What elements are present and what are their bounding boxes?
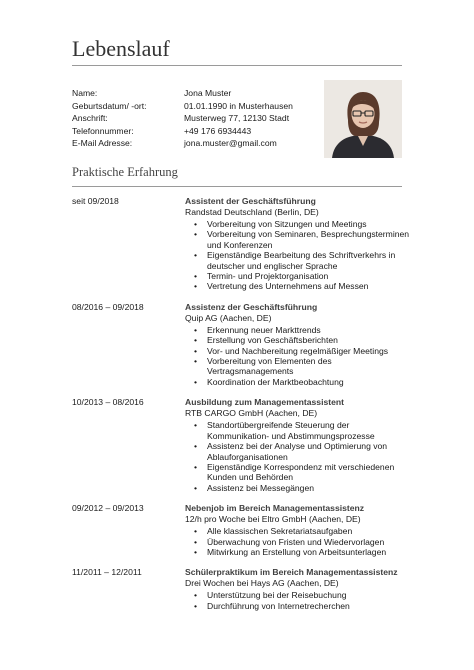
list-item: • Assistenz bei Messegängen <box>207 483 412 493</box>
personal-row-phone <box>72 125 293 138</box>
job-date: seit 09/2018 <box>72 196 119 206</box>
personal-value: Musterweg 77, 12130 Stadt <box>184 113 290 123</box>
list-item: • Überwachung von Fristen und Wiedervorlagen <box>207 537 412 547</box>
job-details <box>185 196 412 292</box>
job-company: Randstad Deutschland (Berlin, DE) <box>185 207 319 217</box>
job-details <box>185 302 412 387</box>
list-item: • Alle klassischen Sekretariatsaufgaben <box>207 526 412 536</box>
experience-list <box>72 196 412 621</box>
list-item: • Eigenständige Bearbeitung des Schriftverkehrs in deutscher und englischer Sprache <box>207 250 412 271</box>
list-item: • Vertretung des Unternehmens auf Messen <box>207 281 412 291</box>
list-item: • Vorbereitung von Sitzungen und Meetings <box>207 219 412 229</box>
job-title: Assistent der Geschäftsführung <box>185 196 316 206</box>
job-title: Assistenz der Geschäftsführung <box>185 301 318 312</box>
profile-photo-illustration <box>324 80 402 158</box>
job-title: Ausbildung zum Managementassistent <box>185 397 345 408</box>
list-item: • Termin- und Projektorganisation <box>207 271 412 281</box>
job-tasks <box>185 590 412 611</box>
list-item: • Vorbereitung von Seminaren, Besprechungsterminen und Konferenzen <box>207 229 412 250</box>
job-tasks <box>185 325 412 387</box>
list-item: • Vorbereitung von Elementen des Vertragsmanagements <box>207 356 412 377</box>
section-divider <box>72 186 402 187</box>
profile-photo <box>324 80 402 158</box>
personal-label: Geburtsdatum/ -ort: <box>72 100 147 111</box>
job-entry <box>72 567 412 611</box>
list-item: • Eigenständige Korrespondenz mit verschiedenen Kunden und Behörden <box>207 462 412 483</box>
personal-row-birth <box>72 100 293 113</box>
section-title-experience: Praktische Erfahrung <box>72 165 178 179</box>
job-tasks <box>185 219 412 292</box>
list-item: • Erkennung neuer Markttrends <box>207 325 412 335</box>
personal-details <box>72 87 293 150</box>
job-date: 11/2011 – 12/2011 <box>72 567 142 578</box>
personal-value: 01.01.1990 in Musterhausen <box>184 100 293 111</box>
personal-row-address <box>72 112 293 125</box>
list-item: • Standortübergreifende Steuerung der Kommunikation- und Abstimmungsprozesse <box>207 420 412 441</box>
list-item: • Durchführung von Internetrecherchen <box>207 601 412 611</box>
job-company: Drei Wochen bei Hays AG (Aachen, DE) <box>185 578 339 589</box>
personal-label: Name: <box>72 88 98 98</box>
job-tasks <box>185 420 412 493</box>
document-title: Lebenslauf <box>72 36 170 61</box>
job-details <box>185 567 412 611</box>
personal-value: jona.muster@gmail.com <box>184 138 277 148</box>
job-title: Nebenjob im Bereich Managementassistenz <box>185 503 365 514</box>
personal-value: +49 176 6934443 <box>184 125 252 136</box>
job-company: Quip AG (Aachen, DE) <box>185 312 272 323</box>
job-company: 12/h pro Woche bei Eltro GmbH (Aachen, DE) <box>185 514 361 525</box>
job-entry <box>72 503 412 557</box>
title-divider <box>72 65 402 66</box>
personal-label: Anschrift: <box>72 113 108 123</box>
job-date: 09/2012 – 09/2013 <box>72 503 144 514</box>
job-tasks <box>185 526 412 557</box>
list-item: • Mitwirkung an Erstellung von Arbeitsunterlagen <box>207 547 412 557</box>
personal-label: E-Mail Adresse: <box>72 138 133 148</box>
job-company: RTB CARGO GmbH (Aachen, DE) <box>185 408 318 419</box>
job-details <box>185 503 412 557</box>
job-title: Schülerpraktikum im Bereich Managementassistenz <box>185 567 398 578</box>
job-entry <box>72 397 412 493</box>
job-date: 08/2016 – 09/2018 <box>72 301 144 312</box>
personal-label: Telefonnummer: <box>72 125 134 136</box>
list-item: • Erstellung von Geschäftsberichten <box>207 335 412 345</box>
list-item: • Unterstützung bei der Reisebuchung <box>207 590 412 600</box>
job-entry <box>72 196 412 292</box>
personal-row-name <box>72 87 293 100</box>
list-item: • Vor- und Nachbereitung regelmäßiger Meetings <box>207 346 412 356</box>
list-item: • Koordination der Marktbeobachtung <box>207 377 412 387</box>
personal-row-email <box>72 137 293 150</box>
job-entry <box>72 302 412 387</box>
personal-value: Jona Muster <box>184 88 232 98</box>
list-item: • Assistenz bei der Analyse und Optimierung von Ablauforganisationen <box>207 441 412 462</box>
job-date: 10/2013 – 08/2016 <box>72 397 144 408</box>
job-details <box>185 397 412 493</box>
